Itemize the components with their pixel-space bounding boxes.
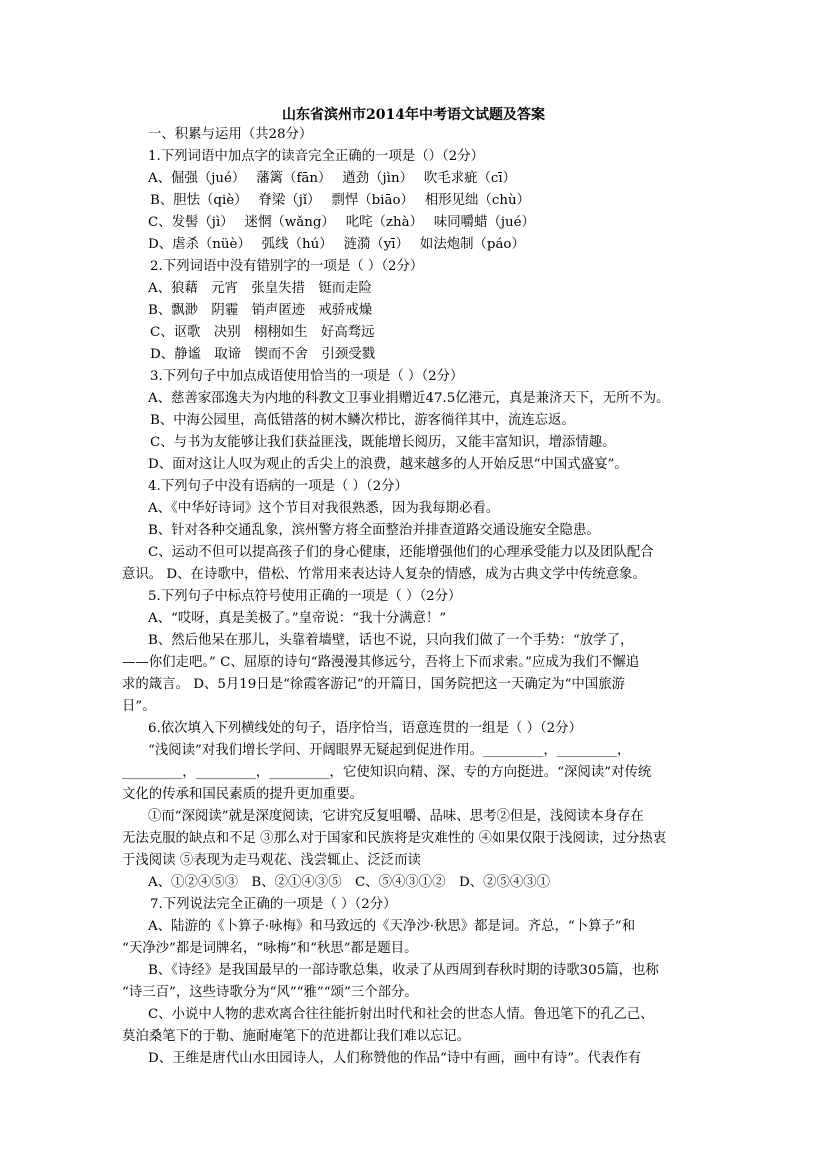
- text-line: 日”。: [122, 699, 156, 714]
- text-line: 求的箴言。 D、5月19日是“徐霞客游记”的开篇日，国务院把这一天确定为“中国旅游: [122, 677, 625, 692]
- text-line: B、《诗经》是我国最早的一部诗歌总集，收录了从西周到春秋时期的诗歌305篇，也称: [148, 963, 659, 978]
- text-line: D、王维是唐代山水田园诗人，人们称赞他的作品“诗中有画，画中有诗”。代表作有: [148, 1051, 642, 1066]
- text-line: 2.下列词语中没有错别字的一项是（ ）（2分）: [150, 259, 424, 274]
- text-line: 无法克服的缺点和不足 ③那么对于国家和民族将是灾难性的 ④如果仅限于浅阅读，过分热衷: [122, 831, 667, 846]
- text-line: C、与书为友能够让我们获益匪浅，既能增长阅历，又能丰富知识，增添情趣。: [150, 435, 616, 450]
- text-line: ——你们走吧。” C、屈原的诗句“路漫漫其修远兮，吾将上下而求索。”应成为我们不懈追: [122, 655, 640, 670]
- text-line: 4.下列句子中没有语病的一项是（ ）（2分）: [148, 479, 408, 494]
- text-line: B、飘渺 阴霾 销声匿迹 戒骄戒燥: [148, 303, 373, 318]
- text-line: 6.依次填入下列横线处的句子，语序恰当，语意连贯的一组是（ ）（2分）: [148, 721, 582, 736]
- text-line: D、静谧 取谛 锲而不舍 引颈受戮: [150, 347, 375, 362]
- text-line: C、运动不但可以提高孩子们的身心健康，还能增强他们的心理承受能力以及团队配合: [148, 545, 654, 560]
- text-line: 意识。 D、在诗歌中，借松、竹常用来表达诗人复杂的情感，成为古典文学中传统意象。: [122, 567, 646, 582]
- text-line: A、狼藉 元宵 张皇失措 铤而走险: [148, 281, 372, 296]
- text-line: 文化的传承和国民素质的提升更加重要。: [122, 787, 364, 802]
- text-line: 莫泊桑笔下的于勒、施耐庵笔下的范进都让我们难以忘记。: [122, 1029, 471, 1044]
- text-line: A、倔强（jué） 藩篱（fān） 遒劲（jìn） 吹毛求疵（cī）: [148, 171, 517, 186]
- text-line: 1.下列词语中加点字的读音完全正确的一项是（）（2分）: [148, 149, 484, 164]
- text-line: 7.下列说法完全正确的一项是（ ）（2分）: [150, 897, 397, 912]
- text-line: 于浅阅读 ⑤表现为走马观花、浅尝辄止、泛泛而读: [122, 853, 421, 868]
- text-line: A、①②④⑤③ B、②①④③⑤ C、⑤④③①② D、②⑤④③①: [148, 875, 551, 890]
- text-line: A、“哎呀，真是美极了。”皇帝说：“我十分满意！”: [148, 611, 447, 626]
- text-line: “天净沙”都是词牌名，“咏梅”和“秋思”都是题目。: [122, 941, 418, 956]
- text-line: 5.下列句子中标点符号使用正确的一项是（ ）（2分）: [148, 589, 462, 604]
- text-line: “诗三百”，这些诗歌分为“风”“雅”“颂”三个部分。: [122, 985, 418, 1000]
- text-line: 3.下列句子中加点成语使用恰当的一项是（ ）（2分）: [150, 369, 464, 384]
- text-line: B、针对各种交通乱象，滨州警方将全面整治并排查道路交通设施安全隐患。: [148, 523, 600, 538]
- text-line: C、讴歌 决别 栩栩如生 好高骛远: [150, 325, 375, 340]
- document-title: 山东省滨州市2014年中考语文试题及答案: [282, 107, 545, 123]
- text-line: B、然后他呆在那儿，头靠着墙壁，话也不说，只向我们做了一个手势：“放学了，: [148, 633, 634, 648]
- text-line: A、《中华好诗词》这个节目对我很熟悉，因为我每期必看。: [148, 501, 500, 516]
- text-line: B、中海公园里，高低错落的树木鳞次栉比，游客徜徉其中，流连忘返。: [150, 413, 575, 428]
- text-line: D、面对这让人叹为观止的舌尖上的浪费，越来越多的人开始反思“中国式盛宴”。: [148, 457, 628, 472]
- text-line: _________，_________，_________，它使知识向精、深、专的方向挺进。“深阅读”对传统: [122, 765, 652, 780]
- text-line: ①而“深阅读”就是深度阅读，它讲究反复咀嚼、品味、思考②但是，浅阅读本身存在: [148, 809, 644, 824]
- text-line: C、发髻（jì） 迷惘（wǎng） 叱咤（zhà） 味同嚼蜡（jué）: [148, 215, 535, 230]
- section-heading: 一、积累与运用（共28分）: [148, 127, 313, 142]
- text-line: A、慈善家邵逸夫为内地的科教文卫事业捐赠近47.5亿港元，真是兼济天下，无所不为。: [148, 391, 670, 406]
- text-line: “浅阅读”对我们增长学问、开阔眼界无疑起到促进作用。_________，_________，: [148, 743, 631, 758]
- text-line: B、胆怯（qiè） 脊梁（jǐ） 剽悍（biāo） 相形见绌（chù）: [150, 193, 530, 208]
- text-line: C、小说中人物的悲欢离合往往能折射出时代和社会的世态人情。鲁迅笔下的孔乙己、: [148, 1007, 654, 1022]
- text-line: D、虐杀（nüè） 弧线（hú） 涟漪（yī） 如法炮制（páo）: [148, 237, 525, 252]
- text-line: A、陆游的《卜算子·咏梅》和马致远的《天净沙·秋思》都是词。齐总，“卜算子”和: [148, 919, 636, 934]
